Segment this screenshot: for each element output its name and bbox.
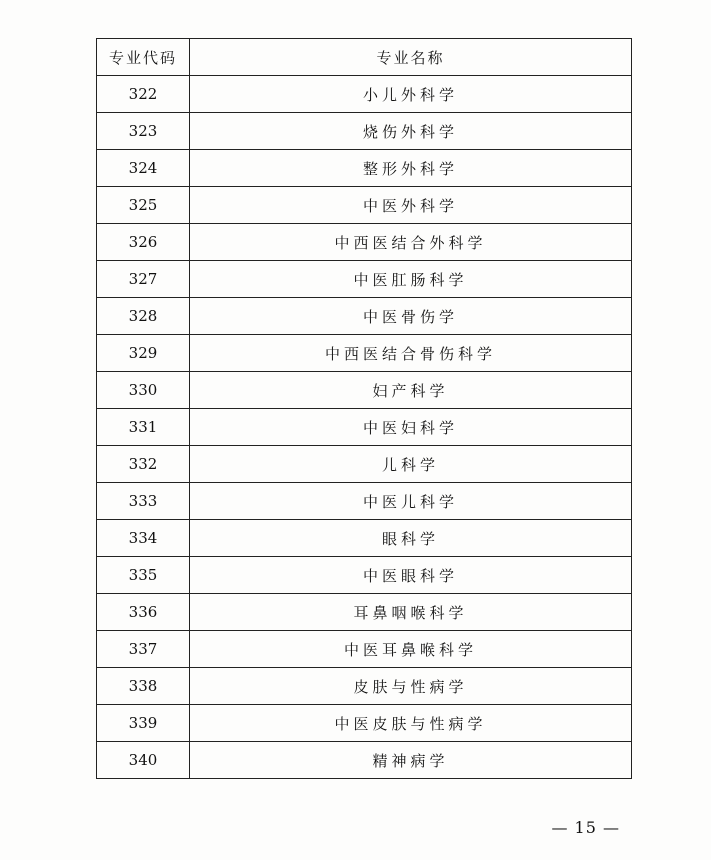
major-name-cell: 中医眼科学: [190, 557, 632, 594]
major-name-cell: 中西医结合外科学: [190, 224, 632, 261]
major-code-cell: 339: [97, 705, 190, 742]
table-row: [97, 335, 632, 372]
table-row: [97, 557, 632, 594]
major-code-cell: 331: [97, 409, 190, 446]
major-code-cell: 322: [97, 76, 190, 113]
table-row: [97, 446, 632, 483]
major-name-cell: 中医儿科学: [190, 483, 632, 520]
major-code-cell: 332: [97, 446, 190, 483]
page-number: — 15 —: [551, 818, 620, 837]
major-code-cell: 338: [97, 668, 190, 705]
major-name-cell: 整形外科学: [190, 150, 632, 187]
major-code-cell: 333: [97, 483, 190, 520]
major-name-cell: 儿科学: [190, 446, 632, 483]
table-row: [97, 76, 632, 113]
table-row: [97, 483, 632, 520]
major-name-cell: 妇产科学: [190, 372, 632, 409]
header-code: 专业代码: [97, 39, 190, 76]
header-name: 专业名称: [190, 39, 632, 76]
table-row: [97, 631, 632, 668]
table-header-row: [97, 39, 632, 76]
table-row: [97, 520, 632, 557]
major-name-cell: 耳鼻咽喉科学: [190, 594, 632, 631]
major-code-cell: 330: [97, 372, 190, 409]
major-name-cell: 中医耳鼻喉科学: [190, 631, 632, 668]
major-code-cell: 335: [97, 557, 190, 594]
table-row: [97, 594, 632, 631]
major-code-cell: 327: [97, 261, 190, 298]
table-row: [97, 668, 632, 705]
major-name-cell: 眼科学: [190, 520, 632, 557]
major-name-cell: 中医皮肤与性病学: [190, 705, 632, 742]
table-row: [97, 372, 632, 409]
major-name-cell: 小儿外科学: [190, 76, 632, 113]
major-code-cell: 323: [97, 113, 190, 150]
major-code-cell: 334: [97, 520, 190, 557]
major-code-cell: 325: [97, 187, 190, 224]
table-row: [97, 261, 632, 298]
major-code-cell: 326: [97, 224, 190, 261]
major-name-cell: 中医肛肠科学: [190, 261, 632, 298]
table-row: [97, 113, 632, 150]
major-code-cell: 336: [97, 594, 190, 631]
table-row: [97, 187, 632, 224]
major-code-cell: 337: [97, 631, 190, 668]
table-row: [97, 224, 632, 261]
table-row: [97, 705, 632, 742]
table-row: [97, 298, 632, 335]
major-name-cell: 中医骨伤学: [190, 298, 632, 335]
table-body: [97, 76, 632, 779]
major-code-cell: 329: [97, 335, 190, 372]
major-code-cell: 328: [97, 298, 190, 335]
major-name-cell: 中医外科学: [190, 187, 632, 224]
major-code-cell: 324: [97, 150, 190, 187]
table-row: [97, 150, 632, 187]
table-row: [97, 409, 632, 446]
major-code-cell: 340: [97, 742, 190, 779]
majors-table: [96, 38, 632, 779]
major-name-cell: 皮肤与性病学: [190, 668, 632, 705]
major-name-cell: 中医妇科学: [190, 409, 632, 446]
table-row: [97, 742, 632, 779]
major-name-cell: 中西医结合骨伤科学: [190, 335, 632, 372]
major-name-cell: 烧伤外科学: [190, 113, 632, 150]
major-name-cell: 精神病学: [190, 742, 632, 779]
